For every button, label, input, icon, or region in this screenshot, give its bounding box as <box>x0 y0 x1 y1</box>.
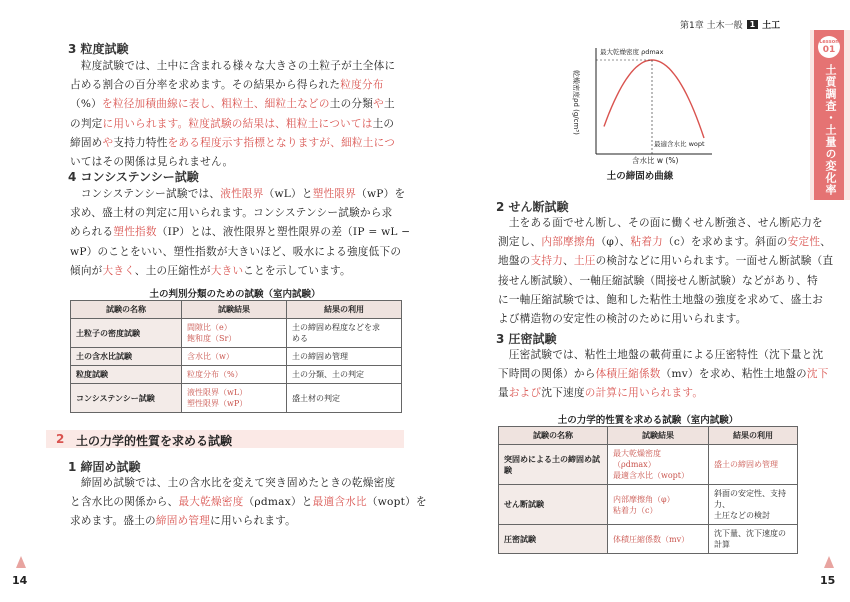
text-segment: 土の分類 <box>329 98 374 111</box>
keyword-highlight: の計算に用いられます。 <box>584 387 704 400</box>
table-cell-result: 間隙比（e） 飽和度（Sr） <box>182 319 287 348</box>
table-cell-result: 含水比（w） <box>182 348 287 366</box>
table-cell-name: 土粒子の密度試験 <box>71 319 182 348</box>
paragraph-consolidation <box>498 346 829 404</box>
text-segment: ことを示しています。 <box>243 264 351 277</box>
paragraph-grain-size <box>70 57 400 172</box>
lesson-badge: Lesson 01 <box>818 36 840 58</box>
text-segment: （IP）とは、液性限界と塑性限界の差（IP = wL − <box>156 226 411 239</box>
cone-icon-right <box>824 556 834 568</box>
text-line <box>498 272 819 291</box>
text-segment: （c）を求めます。斜面の <box>663 236 788 249</box>
heading-consistency-test: 4 コンシステンシー試験 <box>68 170 199 184</box>
text-line <box>70 57 400 76</box>
text-segment: 求めます。盛土の <box>70 515 156 528</box>
heading-shear-test: 2 せん断試験 <box>496 200 569 214</box>
chart-x-label: 含水比 w (%) <box>632 156 679 165</box>
text-line <box>498 346 824 365</box>
table-cell-name: 圧密試験 <box>499 525 608 554</box>
text-line <box>498 310 798 329</box>
text-line <box>70 243 400 262</box>
section2-title: 土の力学的性質を求める試験 <box>76 434 233 448</box>
table-row <box>499 445 798 485</box>
table-row <box>71 319 402 348</box>
page-number-left: 14 <box>12 574 28 587</box>
text-segment: （wP）を <box>356 188 406 200</box>
text-segment: （ρdmax）と <box>243 496 313 509</box>
text-line <box>70 223 411 242</box>
section2-number: 2 <box>56 432 65 446</box>
text-line <box>70 115 400 134</box>
table-cell-name: 突固めによる土の締固め試 験 <box>499 445 608 485</box>
text-line <box>70 134 400 153</box>
text-segment: （wopt）を <box>366 496 427 509</box>
cone-icon-left <box>16 556 26 568</box>
table-cell-use: 盛土の締固め管理 <box>709 445 798 485</box>
text-segment: 粒度試験では、土中に含まれる様々な大きさの土粒子が土全体に <box>70 60 396 72</box>
table-cell-name: コンシステンシー試験 <box>71 384 182 413</box>
table-row <box>71 348 402 366</box>
heading-grain-size-test: 3 粒度試験 <box>68 42 129 56</box>
table-cell-name: 土の含水比試験 <box>71 348 182 366</box>
keyword-highlight: および <box>508 387 542 400</box>
text-line <box>70 512 400 531</box>
table-cell-result: 液性限界（wL） 塑性限界（wP） <box>182 384 287 413</box>
annotation-optimum-water: 最適含水比 wopt <box>654 140 705 148</box>
text-segment: （wL）と <box>263 188 313 200</box>
text-segment: 、 <box>820 236 832 249</box>
text-line <box>498 233 832 252</box>
table-cell-use: 土の締固め管理 <box>287 348 402 366</box>
table2-header-use: 結果の利用 <box>709 427 798 445</box>
table-cell-use: 土の分類、土の判定 <box>287 366 402 384</box>
keyword-highlight: をある程度示す指標となりますが、細粒土につ <box>167 136 396 149</box>
text-segment: 測定し、 <box>498 236 542 249</box>
keyword-highlight: 最大乾燥密度 <box>178 496 244 509</box>
text-segment: wP）のことをいい、塑性指数が大きいほど、吸水による強度低下の <box>70 245 402 258</box>
text-segment: 求め、盛土材の判定に用いられます。コンシステンシー試験から求 <box>70 207 393 220</box>
keyword-highlight: 沈下 <box>806 368 829 381</box>
text-segment: と含水比の関係から、 <box>70 496 179 509</box>
text-line <box>70 204 400 223</box>
table-row <box>71 384 402 413</box>
keyword-highlight: 支持力 <box>530 255 564 268</box>
text-segment: いてはその関係は見られません。 <box>70 156 234 169</box>
table-row <box>499 485 798 525</box>
paragraph-shear <box>498 214 834 329</box>
keyword-highlight: に用いられます。粒度試験の結果は、粗粒土については <box>102 117 373 130</box>
text-line <box>498 365 829 384</box>
table-cell-result: 体積圧縮係数（mv） <box>608 525 709 554</box>
side-tab-title: 土質調査・土量の変化率 <box>824 64 837 196</box>
keyword-highlight: 内部摩擦角 <box>541 236 596 249</box>
section2-band <box>46 430 404 448</box>
table-cell-result: 粒度分布（%） <box>182 366 287 384</box>
heading-consolidation-test: 3 圧密試験 <box>496 332 557 346</box>
text-segment: 占める割合の百分率を求めます。その結果から得られた <box>70 79 341 92</box>
table-cell-use: 沈下量、沈下速度の計算 <box>709 525 798 554</box>
text-segment: に用いられます。 <box>210 515 297 528</box>
paragraph-consistency <box>70 185 411 281</box>
text-segment: 支持力特性 <box>113 136 168 149</box>
text-line <box>498 384 798 403</box>
compaction-curve-line <box>604 60 704 138</box>
keyword-highlight: を粒径加積曲線に表し、粗粒土、細粒土などの <box>102 98 330 111</box>
text-segment: （mv）を求め、粘性土地盤の <box>660 368 807 381</box>
keyword-highlight: や <box>102 136 114 149</box>
section-label: 土工 <box>762 21 781 31</box>
chapter-label: 第1章 土木一般 <box>680 21 743 31</box>
text-line <box>70 493 427 512</box>
keyword-highlight: 粒度分布 <box>340 79 384 92</box>
table-cell-result: 最大乾燥密度（ρdmax） 最適含水比（wopt） <box>608 445 709 485</box>
section-number-badge: 1 <box>747 20 759 29</box>
text-segment: 締固め試験では、土の含水比を変えて突き固めたときの乾燥密度 <box>70 477 396 489</box>
text-line <box>498 252 834 271</box>
table-cell-use: 土の締固め程度などを求 める <box>287 319 402 348</box>
table-cell-use: 盛土材の判定 <box>287 384 402 413</box>
text-segment: よび構造物の安定性の検討のために用いられます。 <box>498 313 747 326</box>
side-tab <box>810 30 850 200</box>
text-segment: コンシステンシー試験では、 <box>70 188 221 200</box>
table-cell-result: 内部摩擦角（φ） 粘着力（c） <box>608 485 709 525</box>
text-segment: 土 <box>383 98 395 111</box>
keyword-highlight: や <box>373 98 384 111</box>
text-segment: 、土の圧縮性が <box>134 264 211 277</box>
page-header <box>680 18 780 31</box>
text-segment: められる <box>70 226 114 239</box>
text-segment: の検討などに用いられます。一面せん断試験（直 <box>595 255 834 268</box>
table1-header-use: 結果の利用 <box>287 301 402 319</box>
text-segment: 土をある面でせん断し、その面に働くせん断強さ、せん断応力を <box>498 217 823 229</box>
table-row <box>499 525 798 554</box>
mechanical-properties-table <box>498 426 798 554</box>
keyword-highlight: 土圧 <box>573 255 596 268</box>
text-line <box>498 291 824 310</box>
keyword-highlight: 最適含水比 <box>312 496 367 509</box>
soil-classification-table <box>70 300 402 413</box>
text-line <box>70 185 406 204</box>
paragraph-compaction <box>70 474 427 532</box>
keyword-highlight: 大きく <box>102 264 135 277</box>
text-segment: （φ）、 <box>595 236 631 249</box>
text-line <box>70 76 400 95</box>
chart-y-label: 乾燥密度ρd (g/cm³) <box>572 70 580 135</box>
chart-title: 土の締固め曲線 <box>606 171 674 182</box>
text-segment: 接せん断試験）、一軸圧縮試験（間接せん断試験）などがあり、特 <box>498 274 819 287</box>
keyword-highlight: 体積圧縮係数 <box>595 368 661 381</box>
keyword-highlight: 締固め管理 <box>155 515 211 528</box>
table1-header-result: 試験結果 <box>182 301 287 319</box>
table1-header-name: 試験の名称 <box>71 301 182 319</box>
text-segment: 、 <box>563 255 574 268</box>
text-line <box>498 214 823 233</box>
table2-header-result: 試験結果 <box>608 427 709 445</box>
keyword-highlight: 塑性指数 <box>113 226 157 239</box>
table2-header-name: 試験の名称 <box>499 427 608 445</box>
text-segment: 土の <box>372 117 395 130</box>
compaction-curve-chart <box>560 40 720 165</box>
annotation-max-dry-density: 最大乾燥密度 ρdmax <box>600 48 664 56</box>
table-cell-name: せん断試験 <box>499 485 608 525</box>
text-segment: の判定 <box>70 117 103 130</box>
text-segment: （%） <box>70 98 103 111</box>
text-line <box>70 474 400 493</box>
page-number-right: 15 <box>820 574 836 587</box>
text-segment: 下時間の関係）から <box>498 368 596 381</box>
text-segment: 沈下速度 <box>541 387 585 400</box>
keyword-highlight: 粘着力 <box>630 236 664 249</box>
text-segment: 圧密試験では、粘性土地盤の載荷重による圧密特性（沈下量と沈 <box>498 349 824 361</box>
table-cell-use: 斜面の安定性、支持力、 土圧などの検討 <box>709 485 798 525</box>
keyword-highlight: 液性限界 <box>220 188 264 200</box>
table1-caption: 土の判別分類のための試験（室内試験） <box>149 289 321 300</box>
table2-caption: 土の力学的性質を求める試験（室内試験） <box>557 415 739 426</box>
text-segment: 地盤の <box>498 255 531 268</box>
text-segment: 量 <box>498 387 509 400</box>
table-cell-name: 粒度試験 <box>71 366 182 384</box>
text-segment: 傾向が <box>70 264 103 277</box>
heading-compaction-test: 1 締固め試験 <box>68 460 141 474</box>
keyword-highlight: 塑性限界 <box>312 188 357 200</box>
text-segment: に一軸圧縮試験では、飽和した粘性土地盤の強度を求めて、盛土お <box>498 293 824 306</box>
keyword-highlight: 大きい <box>210 264 244 277</box>
table-row <box>71 366 402 384</box>
text-line <box>70 95 400 114</box>
text-line <box>70 262 400 281</box>
text-segment: 締固め <box>70 136 103 149</box>
keyword-highlight: 安定性 <box>787 236 821 249</box>
